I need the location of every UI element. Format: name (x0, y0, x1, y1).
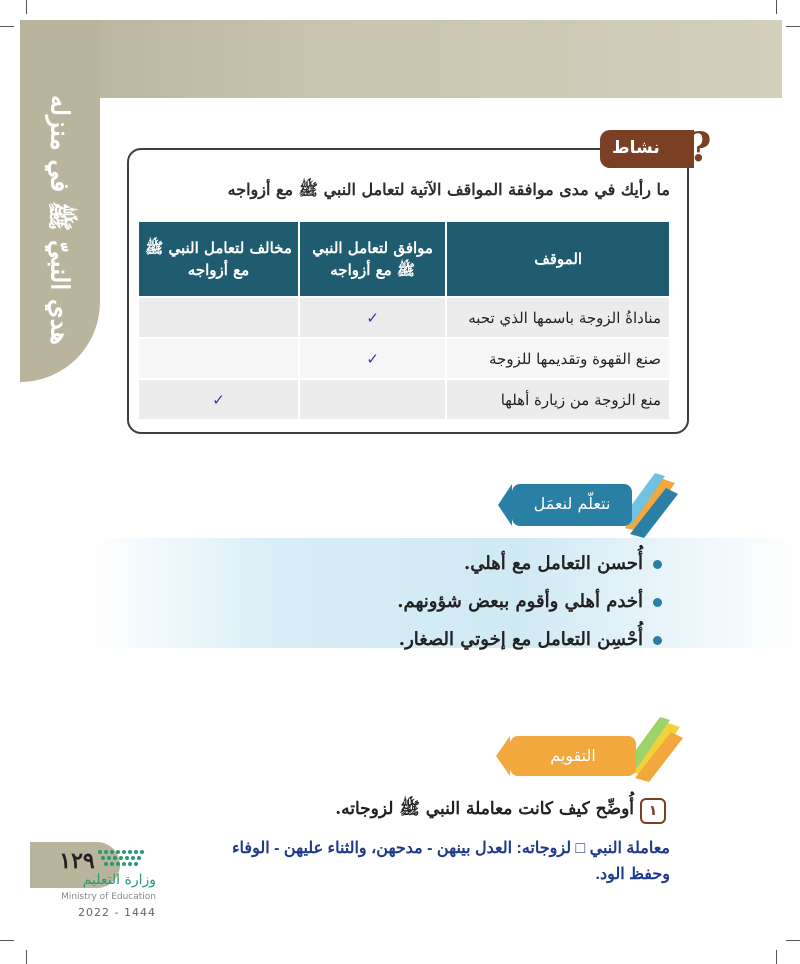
ministry-name-ar: وزارة التعليم (82, 872, 156, 888)
evaluation-answer: معاملة النبي □ لزوجاته: العدل بينهن - مدحهن، والثناء عليهن - الوفاء وحفظ الود. (232, 840, 670, 883)
situation-cell: صنع القهوة وتقديمها للزوجة (446, 338, 670, 379)
situations-table (137, 220, 671, 421)
header-band (20, 20, 782, 98)
activity-label: نشاط (612, 138, 660, 158)
ministry-name-en: Ministry of Education (61, 892, 156, 902)
table-row (138, 338, 670, 379)
agree-check-cell: ✓ (299, 297, 446, 338)
bullet-dot-icon (653, 636, 662, 645)
list-item (200, 621, 662, 659)
list-item-text: أُحْسِن التعامل مع إخوتي الصغار. (398, 629, 643, 650)
table-header-situation: الموقف (446, 221, 670, 297)
list-item (200, 583, 662, 621)
evaluation-label: التقويم (550, 746, 596, 765)
learn-list (200, 545, 662, 659)
question-number: ١ (640, 798, 666, 824)
list-item-text: أُحسن التعامل مع أهلي. (464, 553, 643, 574)
learn-label: نتعلّم لنعمَل (533, 494, 611, 513)
edition-year: 2022 - 1444 (78, 906, 156, 919)
table-row (138, 297, 670, 338)
bullet-dot-icon (653, 598, 662, 607)
chapter-title: هدي النبيّ ﷺ في منزله (45, 95, 75, 345)
table-header-disagree: مخالف لتعامل النبي ﷺ مع أزواجه (138, 221, 299, 297)
evaluation-question: أُوضِّح كيف كانت معاملة النبي ﷺ لزوجاته. (335, 799, 634, 819)
agree-check-cell (299, 379, 446, 420)
list-item-text: أخدم أهلي وأقوم ببعض شؤونهم. (397, 591, 643, 612)
agree-check-cell: ✓ (299, 338, 446, 379)
disagree-check-cell: ✓ (138, 379, 299, 420)
disagree-check-cell (138, 338, 299, 379)
situation-cell: مناداةُ الزوجة باسمها الذي تحبه (446, 297, 670, 338)
table-row (138, 379, 670, 420)
table-header-agree: موافق لتعامل النبي ﷺ مع أزواجه (299, 221, 446, 297)
situation-cell: منع الزوجة من زيارة أهلها (446, 379, 670, 420)
disagree-check-cell (138, 297, 299, 338)
activity-question: ما رأيك في مدى موافقة المواقف الآتية لتعامل النبي ﷺ مع أزواجه (227, 180, 670, 199)
bullet-dot-icon (653, 560, 662, 569)
question-mark-icon: ? (688, 124, 712, 171)
page-number: ١٢٩ (59, 848, 95, 874)
list-item (200, 545, 662, 583)
